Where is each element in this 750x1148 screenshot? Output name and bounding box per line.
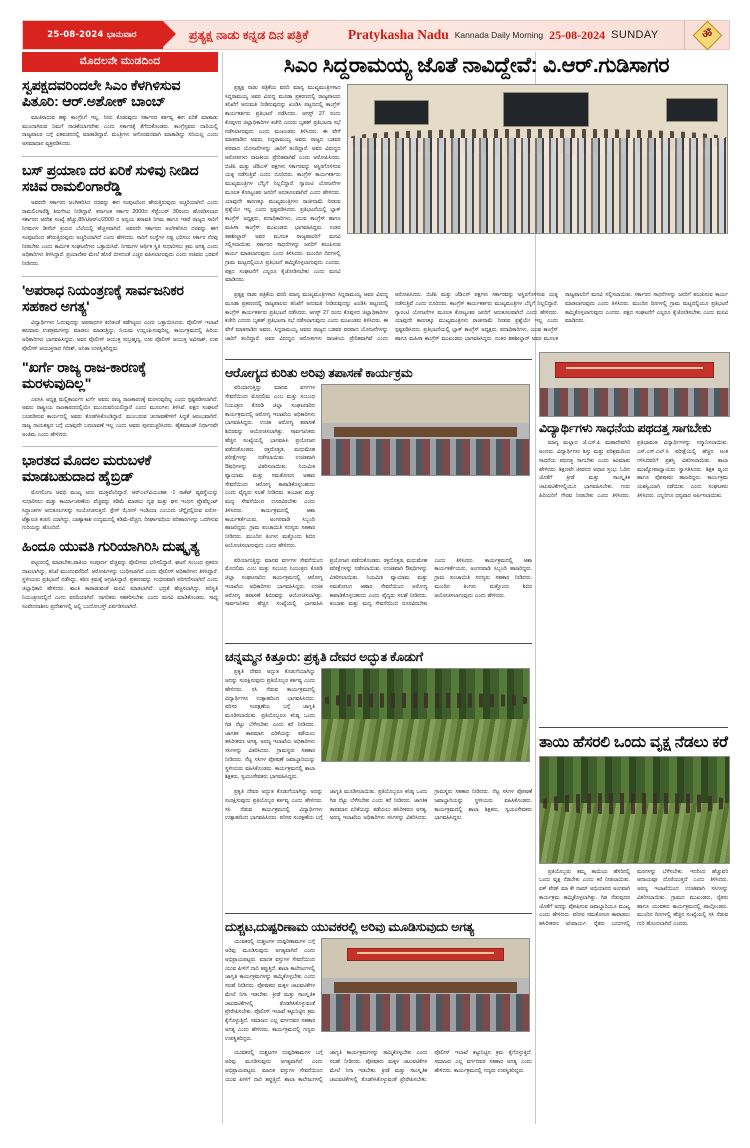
photo-dais — [334, 982, 516, 993]
headline: ಸ್ವಪಕ್ಷದವರಿಂದಲೇ ಸಿಎಂ ಕೆಳಗಿಳಿಸುವ ಪಿತೂರಿ: ಆರ್.ಅಶೋಕ್ ಬಾಂಬ್ — [22, 77, 181, 109]
story-tree-in-mothers-name — [539, 720, 728, 930]
masthead — [22, 20, 730, 50]
photo-soil — [322, 719, 529, 761]
photo-hall — [322, 385, 529, 423]
rule — [22, 156, 218, 157]
headline: ಚನ್ನಮ್ಮನ ಕಿತ್ತೂರು: ಪ್ರಕೃತಿ ದೇವರ ಅದ್ಭುತ ಕೊಡುಗೆ — [225, 650, 423, 664]
headline: ಭಾರತದ ಮೊದಲ ಮರುಬಳಕೆ ಮಾಡಬಹುದಾದ ಹೈಬ್ರಿಡ್ — [22, 452, 152, 485]
masthead-english-date: 25-08-2024 — [549, 27, 606, 42]
rule — [225, 913, 532, 914]
main-body-columns: ಪ್ರತ್ಯಕ್ಷ ನಾಡು ಪತ್ರಿಕೆಯ ವರದಿ ಮಾನ್ಯ ಮುಖ್ಯಮಂತ್ರಿಗಳಾದ ಸಿದ್ದರಾಮಯ್ಯ ಅವರ ವಿರುದ್ಧ ಮೂಡಾ ಪ್ರಕರಣದಲ್ಲಿ ರಾಜ್ಯಪಾಲರು ತನಿಖೆಗೆ ಅನುಮತಿ ನೀಡಿರುವುದನ್ನು ಖಂಡಿಸಿ ಪಟ್ಟಣದಲ್ಲಿ ಕಾಂಗ್ರೆಸ್ ಕಾರ್ಯಕರ್ತರು ಪ್ರತಿಭಟನೆ ನಡೆಸಿದರು. ಆಗಸ್ಟ್ 27 ರಂದು ಕೊಪ್ಪಳದ ಜಿಲ್ಲಾಧಿಕಾರಿಗಳ ಕಚೇರಿ ಎದುರು ಬೃಹತ್ ಪ್ರತಿಭಟನಾ ಸಭೆ ನಡೆಸಲಾಗುವುದು ಎಂದು ಮುಖಂಡರು ತಿಳಿಸಿದರು. ಈ ವೇಳೆ ಮಾತನಾಡಿದ ಅವರು, ಸಿದ್ದರಾಮಯ್ಯ ಅವರು ರಾಜ್ಯದ ಬಡವರ ಪರವಾದ ಯೋಜನೆಗಳನ್ನು ಜಾರಿಗೆ ತಂದಿದ್ದಾರೆ. ಅವರ ವಿರುದ್ಧದ ಆರೋಪಗಳು ರಾಜಕೀಯ ಪ್ರೇರಿತವಾಗಿವೆ ಎಂದು ಆರೋಪಿಸಿದರು. ಬಿಜೆಪಿ ಮತ್ತು ಜೆಡಿಎಸ್ ಪಕ್ಷಗಳು ಸರ್ಕಾರವನ್ನು ಅಸ್ಥಿರಗೊಳಿಸುವ ಯತ್ನ ನಡೆಸುತ್ತಿವೆ ಎಂದು ದೂರಿದರು. ಕಾಂಗ್ರೆಸ್ ಕಾರ್ಯಕರ್ತರು ಮುಖ್ಯಮಂತ್ರಿಗಳ ಬೆನ್ನಿಗೆ ನಿಲ್ಲಲಿದ್ದಾರೆ. ಗ್ಯಾರಂಟಿ ಯೋಜನೆಗಳ ಮೂಲಕ ಕೋಟ್ಯಂತರ ಜನರಿಗೆ ಅನುಕೂಲವಾಗಿದೆ ಎಂದು ಹೇಳಿದರು. ಯಾವುದೇ ಕಾರಣಕ್ಕೂ ಮುಖ್ಯಮಂತ್ರಿಗಳು ರಾಜೀನಾಮೆ ನೀಡುವ ಪ್ರಶ್ನೆಯೇ ಇಲ್ಲ ಎಂದು ಸ್ಪಷ್ಟಪಡಿಸಿದರು. ಪ್ರತಿಭಟನೆಯಲ್ಲಿ ಬ್ಲಾಕ್ ಕಾಂಗ್ರೆಸ್ ಅಧ್ಯಕ್ಷರು, ಪದಾಧಿಕಾರಿಗಳು, ಯುವ ಕಾಂಗ್ರೆಸ್ ಹಾಗೂ ಮಹಿಳಾ ಕಾಂಗ್ರೆಸ್ ಮುಖಂಡರು ಭಾಗವಹಿಸಿದ್ದರು. ನಂತರ ತಹಶೀಲ್ದಾರ್ ಅವರ ಮೂಲಕ ರಾಜ್ಯಪಾಲರಿಗೆ ಮನವಿ ಸಲ್ಲಿಸಲಾಯಿತು. ಸರ್ಕಾರದ ಸಾಧನೆಗಳನ್ನು ಜನರಿಗೆ ತಲುಪಿಸುವ ಕಾರ್ಯ ಮಾಡಲಾಗುವುದು ಎಂದು ತಿಳಿಸಿದರು. ಮುಂದಿನ ದಿನಗಳಲ್ಲಿ ಗ್ರಾಮ ಮಟ್ಟದಲ್ಲಿಯೂ ಪ್ರತಿಭಟನೆ ಹಮ್ಮಿಕೊಳ್ಳಲಾಗುವುದು ಎಂದರು. ಪಕ್ಷದ ಸಂಘಟನೆಗೆ ಎಲ್ಲರೂ ಕೈಜೋಡಿಸಬೇಕು ಎಂದು ಮನವಿ ಮಾಡಿದರು. — [225, 292, 728, 342]
story-body-columns: ಪರಿಯಾಗುತ್ತಿದ್ದು ಮಾನವ ವರ್ಗಗಳ ಸೇವನೆಯಿಂದ ಮೊದಲಿಮ ಎಂಬ ಮತ್ತು ಸಂಬಂಧ ನಿಯಂತ್ರಣ ಕೊಠಡಿ ಜಿಲ್ಲಾ ಸಂಘಟನಾರಿದ ಕಾರ್ಯಕ್ರಮದಲ್ಲಿ ಆರೋಗ್ಯ ಇಲಾಖೆಯ ಅಧಿಕಾರಿಗಳು ಭಾಗವಹಿಸಿದ್ದರು. ಉಚಿತ ಆರೋಗ್ಯ ತಪಾಸಣೆ ಶಿಬಿರವನ್ನು ಆಯೋಜಿಸಲಾಗಿತ್ತು. ಸಾರ್ವಜನಿಕರು ಹೆಚ್ಚಿನ ಸಂಖ್ಯೆಯಲ್ಲಿ ಭಾಗವಹಿಸಿ ಪ್ರಯೋಜನ ಪಡೆದುಕೊಂಡರು. ರಕ್ತದೊತ್ತಡ, ಮಧುಮೇಹ ಪರೀಕ್ಷೆಗಳನ್ನು ನಡೆಸಲಾಯಿತು. ಉಚಿತವಾಗಿ ಔಷಧಿಗಳನ್ನು ವಿತರಿಸಲಾಯಿತು. ನಿಯಮಿತ ವ್ಯಾಯಾಮ ಮತ್ತು ಸಮತೋಲನ ಆಹಾರ ಸೇವನೆಯಿಂದ ಆರೋಗ್ಯ ಕಾಪಾಡಿಕೊಳ್ಳಬಹುದು ಎಂದು ವೈದ್ಯರು ಸಲಹೆ ನೀಡಿದರು. ತಂಬಾಕು ಮತ್ತು ಮದ್ಯ ಸೇವನೆಯಿಂದ ದೂರವಿರಬೇಕು ಎಂದು ತಿಳಿಸಿದರು. ಕಾರ್ಯಕ್ರಮದಲ್ಲಿ ಆಶಾ ಕಾರ್ಯಕರ್ತೆಯರು, ಅಂಗನವಾಡಿ ಸಿಬ್ಬಂದಿ ಹಾಜರಿದ್ದರು. ಗ್ರಾಮ ಪಂಚಾಯಿತಿ ಸದಸ್ಯರು ಸಹಕಾರ ನೀಡಿದರು. ಮುಂದಿನ ತಿಂಗಳು ಮತ್ತೊಂದು ಶಿಬಿರ ಆಯೋಜಿಸಲಾಗುವುದು ಎಂದು ಹೇಳಿದರು. — [225, 557, 532, 608]
tree-planting-drive-photo — [321, 668, 530, 762]
story-lead-text: ಪರಿಯಾಗುತ್ತಿದ್ದು ಮಾನವ ವರ್ಗಗಳ ಸೇವನೆಯಿಂದ ಮೊದಲಿಮ ಎಂಬ ಮತ್ತು ಸಂಬಂಧ ನಿಯಂತ್ರಣ ಕೊಠಡಿ ಜಿಲ್ಲಾ ಸಂಘಟನಾರಿದ ಕಾರ್ಯಕ್ರಮದಲ್ಲಿ ಆರೋಗ್ಯ ಇಲಾಖೆಯ ಅಧಿಕಾರಿಗಳು ಭಾಗವಹಿಸಿದ್ದರು. ಉಚಿತ ಆರೋಗ್ಯ ತಪಾಸಣೆ ಶಿಬಿರವನ್ನು ಆಯೋಜಿಸಲಾಗಿತ್ತು. ಸಾರ್ವಜನಿಕರು ಹೆಚ್ಚಿನ ಸಂಖ್ಯೆಯಲ್ಲಿ ಭಾಗವಹಿಸಿ ಪ್ರಯೋಜನ ಪಡೆದುಕೊಂಡರು. ರಕ್ತದೊತ್ತಡ, ಮಧುಮೇಹ ಪರೀಕ್ಷೆಗಳನ್ನು ನಡೆಸಲಾಯಿತು. ಉಚಿತವಾಗಿ ಔಷಧಿಗಳನ್ನು ವಿತರಿಸಲಾಯಿತು. ನಿಯಮಿತ ವ್ಯಾಯಾಮ ಮತ್ತು ಸಮತೋಲನ ಆಹಾರ ಸೇವನೆಯಿಂದ ಆರೋಗ್ಯ ಕಾಪಾಡಿಕೊಳ್ಳಬಹುದು ಎಂದು ವೈದ್ಯರು ಸಲಹೆ ನೀಡಿದರು. ತಂಬಾಕು ಮತ್ತು ಮದ್ಯ ಸೇವನೆಯಿಂದ ದೂರವಿರಬೇಕು ಎಂದು ತಿಳಿಸಿದರು. ಕಾರ್ಯಕ್ರಮದಲ್ಲಿ ಆಶಾ ಕಾರ್ಯಕರ್ತೆಯರು, ಅಂಗನವಾಡಿ ಸಿಬ್ಬಂದಿ ಹಾಜರಿದ್ದರು. ಗ್ರಾಮ ಪಂಚಾಯಿತಿ ಸದಸ್ಯರು ಸಹಕಾರ ನೀಡಿದರು. ಮುಂದಿನ ತಿಂಗಳು ಮತ್ತೊಂದು ಶಿಬಿರ ಆಯೋಜಿಸಲಾಗುವುದು ಎಂದು ಹೇಳಿದರು. — [225, 385, 315, 549]
rule — [225, 643, 532, 644]
health-awareness-meeting-photo — [321, 384, 530, 476]
article-hybrid-rocket — [22, 453, 218, 533]
photo-dais — [334, 427, 516, 438]
youth-awareness-program-photo — [321, 938, 530, 1032]
story-lead-text: ಪ್ರಕೃತಿ ದೇವರ ಅದ್ಭುತ ಕೊಡುಗೆಯಾಗಿದ್ದು ಅದನ್ನು ಸಂರಕ್ಷಿಸುವುದು ಪ್ರತಿಯೊಬ್ಬರ ಕರ್ತವ್ಯ ಎಂದು ಹೇಳಿದರು. ಸಸಿ ನೆಡುವ ಕಾರ್ಯಕ್ರಮದಲ್ಲಿ ವಿದ್ಯಾರ್ಥಿಗಳು ಉತ್ಸಾಹದಿಂದ ಭಾಗವಹಿಸಿದರು. ಪರಿಸರ ಸಂರಕ್ಷಣೆಯ ಬಗ್ಗೆ ಜಾಗೃತಿ ಮೂಡಿಸಲಾಯಿತು. ಪ್ರತಿಯೊಬ್ಬರೂ ಕನಿಷ್ಠ ಒಂದು ಗಿಡ ನೆಟ್ಟು ಬೆಳೆಸಬೇಕು ಎಂದು ಕರೆ ನೀಡಿದರು. ಜಾಗತಿಕ ತಾಪಮಾನ ಏರಿಕೆಯನ್ನು ತಡೆಯಲು ಹಸಿರೀಕರಣ ಅಗತ್ಯ. ಅರಣ್ಯ ಇಲಾಖೆಯ ಅಧಿಕಾರಿಗಳು ಸಸಿಗಳನ್ನು ವಿತರಿಸಿದರು. ಗ್ರಾಮಸ್ಥರು ಸಹಕಾರ ನೀಡಿದರು. ನೆಟ್ಟ ಸಸಿಗಳ ಪೋಷಣೆ ಜವಾಬ್ದಾರಿಯನ್ನು ಸ್ಥಳೀಯರು ವಹಿಸಿಕೊಂಡರು. ಕಾರ್ಯಕ್ರಮದಲ್ಲಿ ಶಾಲಾ ಶಿಕ್ಷಕರು, ಸ್ವಯಂಸೇವಕರು ಭಾಗವಹಿಸಿದ್ದರು. — [225, 669, 315, 781]
photo-seated-audience — [322, 439, 529, 475]
story-body-columns: ಪ್ರಕೃತಿ ದೇವರ ಅದ್ಭುತ ಕೊಡುಗೆಯಾಗಿದ್ದು ಅದನ್ನು ಸಂರಕ್ಷಿಸುವುದು ಪ್ರತಿಯೊಬ್ಬರ ಕರ್ತವ್ಯ ಎಂದು ಹೇಳಿದರು. ಸಸಿ ನೆಡುವ ಕಾರ್ಯಕ್ರಮದಲ್ಲಿ ವಿದ್ಯಾರ್ಥಿಗಳು ಉತ್ಸಾಹದಿಂದ ಭಾಗವಹಿಸಿದರು. ಪರಿಸರ ಸಂರಕ್ಷಣೆಯ ಬಗ್ಗೆ ಜಾಗೃತಿ ಮೂಡಿಸಲಾಯಿತು. ಪ್ರತಿಯೊಬ್ಬರೂ ಕನಿಷ್ಠ ಒಂದು ಗಿಡ ನೆಟ್ಟು ಬೆಳೆಸಬೇಕು ಎಂದು ಕರೆ ನೀಡಿದರು. ಜಾಗತಿಕ ತಾಪಮಾನ ಏರಿಕೆಯನ್ನು ತಡೆಯಲು ಹಸಿರೀಕರಣ ಅಗತ್ಯ. ಅರಣ್ಯ ಇಲಾಖೆಯ ಅಧಿಕಾರಿಗಳು ಸಸಿಗಳನ್ನು ವಿತರಿಸಿದರು. ಗ್ರಾಮಸ್ಥರು ಸಹಕಾರ ನೀಡಿದರು. ನೆಟ್ಟ ಸಸಿಗಳ ಪೋಷಣೆ ಜವಾಬ್ದಾರಿಯನ್ನು ಸ್ಥಳೀಯರು ವಹಿಸಿಕೊಂಡರು. ಕಾರ್ಯಕ್ರಮದಲ್ಲಿ ಶಾಲಾ ಶಿಕ್ಷಕರು, ಸ್ವಯಂಸೇವಕರು ಭಾಗವಹಿಸಿದ್ದರು. — [225, 789, 532, 822]
article-kharge — [22, 360, 218, 440]
main-lead-text-left: ಪ್ರತ್ಯಕ್ಷ ನಾಡು ಪತ್ರಿಕೆಯ ವರದಿ ಮಾನ್ಯ ಮುಖ್ಯಮಂತ್ರಿಗಳಾದ ಸಿದ್ದರಾಮಯ್ಯ ಅವರ ವಿರುದ್ಧ ಮೂಡಾ ಪ್ರಕರಣದಲ್ಲಿ ರಾಜ್ಯಪಾಲರು ತನಿಖೆಗೆ ಅನುಮತಿ ನೀಡಿರುವುದನ್ನು ಖಂಡಿಸಿ ಪಟ್ಟಣದಲ್ಲಿ ಕಾಂಗ್ರೆಸ್ ಕಾರ್ಯಕರ್ತರು ಪ್ರತಿಭಟನೆ ನಡೆಸಿದರು. ಆಗಸ್ಟ್ 27 ರಂದು ಕೊಪ್ಪಳದ ಜಿಲ್ಲಾಧಿಕಾರಿಗಳ ಕಚೇರಿ ಎದುರು ಬೃಹತ್ ಪ್ರತಿಭಟನಾ ಸಭೆ ನಡೆಸಲಾಗುವುದು ಎಂದು ಮುಖಂಡರು ತಿಳಿಸಿದರು. ಈ ವೇಳೆ ಮಾತನಾಡಿದ ಅವರು, ಸಿದ್ದರಾಮಯ್ಯ ಅವರು ರಾಜ್ಯದ ಬಡವರ ಪರವಾದ ಯೋಜನೆಗಳನ್ನು ಜಾರಿಗೆ ತಂದಿದ್ದಾರೆ. ಅವರ ವಿರುದ್ಧದ ಆರೋಪಗಳು ರಾಜಕೀಯ ಪ್ರೇರಿತವಾಗಿವೆ ಎಂದು ಆರೋಪಿಸಿದರು. ಬಿಜೆಪಿ ಮತ್ತು ಜೆಡಿಎಸ್ ಪಕ್ಷಗಳು ಸರ್ಕಾರವನ್ನು ಅಸ್ಥಿರಗೊಳಿಸುವ ಯತ್ನ ನಡೆಸುತ್ತಿವೆ ಎಂದು ದೂರಿದರು. ಕಾಂಗ್ರೆಸ್ ಕಾರ್ಯಕರ್ತರು ಮುಖ್ಯಮಂತ್ರಿಗಳ ಬೆನ್ನಿಗೆ ನಿಲ್ಲಲಿದ್ದಾರೆ. ಗ್ಯಾರಂಟಿ ಯೋಜನೆಗಳ ಮೂಲಕ ಕೋಟ್ಯಂತರ ಜನರಿಗೆ ಅನುಕೂಲವಾಗಿದೆ ಎಂದು ಹೇಳಿದರು. ಯಾವುದೇ ಕಾರಣಕ್ಕೂ ಮುಖ್ಯಮಂತ್ರಿಗಳು ರಾಜೀನಾಮೆ ನೀಡುವ ಪ್ರಶ್ನೆಯೇ ಇಲ್ಲ ಎಂದು ಸ್ಪಷ್ಟಪಡಿಸಿದರು. ಪ್ರತಿಭಟನೆಯಲ್ಲಿ ಬ್ಲಾಕ್ ಕಾಂಗ್ರೆಸ್ ಅಧ್ಯಕ್ಷರು, ಪದಾಧಿಕಾರಿಗಳು, ಯುವ ಕಾಂಗ್ರೆಸ್ ಹಾಗೂ ಮಹಿಳಾ ಕಾಂಗ್ರೆಸ್ ಮುಖಂಡರು ಭಾಗವಹಿಸಿದ್ದರು. ನಂತರ ತಹಶೀಲ್ದಾರ್ ಅವರ ಮೂಲಕ ರಾಜ್ಯಪಾಲರಿಗೆ ಮನವಿ ಸಲ್ಲಿಸಲಾಯಿತು. ಸರ್ಕಾರದ ಸಾಧನೆಗಳನ್ನು ಜನರಿಗೆ ತಲುಪಿಸುವ ಕಾರ್ಯ ಮಾಡಲಾಗುವುದು ಎಂದು ತಿಳಿಸಿದರು. ಮುಂದಿನ ದಿನಗಳಲ್ಲಿ ಗ್ರಾಮ ಮಟ್ಟದಲ್ಲಿಯೂ ಪ್ರತಿಭಟನೆ ಹಮ್ಮಿಕೊಳ್ಳಲಾಗುವುದು ಎಂದರು. ಪಕ್ಷದ ಸಂಘಟನೆಗೆ ಎಲ್ಲರೂ ಕೈಜೋಡಿಸಬೇಕು ಎಂದು ಮನವಿ ಮಾಡಿದರು. — [225, 84, 341, 284]
main-headline: ಸಿಎಂ ಸಿದ್ದರಾಮಯ್ಯ ಜೊತೆ ನಾವಿದ್ದೇವೆ: ವಿ.ಆರ್.ಗುಡಿಸಾಗರ — [283, 54, 670, 77]
article-crime-control — [22, 283, 218, 354]
page-body — [22, 52, 728, 1124]
photo-window-left — [374, 100, 429, 126]
photo-dignitaries-row — [540, 388, 729, 416]
photo-stage-banner — [555, 362, 714, 378]
photo-people-row — [540, 793, 729, 814]
article-body: ಮೊಗಲಿಂಗಂ ಅವಧಿ ಮುಖ್ಯ ಅಣು ಮುಕ್ತವೆಂದಿದ್ದಾರೆ. ಆರ್‌ಎಲ್‌ವಿಯಂತಹ -1 ರಾಕೆಟ್ ವ್ಯವಸ್ಥೆಯನ್ನು ಸುಧಾರಿಸಲು ಮತ್ತು ಕಾರ್ಯಾಚರಣೆಯ ವೆಚ್ಚವನ್ನು ಕಡಿಮೆ ಮಾಡಲು ದೃಢ ಮತ್ತು ಘನ ಇಂಧನ ಪ್ರೊಪೆಲ್ಲಂಟ್ ಸಿದ್ಧಾಂತಗಳ ಅನುಕೂಲಗಳನ್ನು ಸಂಯೋಜಿಸುತ್ತದೆ. ಸ್ಪೇಸ್ ಝೋನ್ ಇಂಡಿಯಾ ಎಂಬುದು ಚೆನ್ನೈನಲ್ಲಿರುವ ಏರೋ-ಟೆಕ್ನಾಲಜಿ ಕಂಪನಿ ಯಾಗಿದ್ದು, ಬಾಹ್ಯಾಕಾಶ ಉದ್ಯಮದಲ್ಲಿ ಕಡಿಮೆ-ವೆಚ್ಚದ, ದೀರ್ಘಾವಧಿಯ ಪರಿಹಾರಗಳನ್ನು ಒದಗಿಸುವ ಗುರಿಯನ್ನು ಹೊಂದಿದೆ. — [22, 490, 218, 532]
rule — [22, 446, 218, 447]
article-hindu-youth — [22, 539, 218, 611]
rule — [539, 727, 728, 728]
masthead-english-subtitle: Kannada Daily Morning — [454, 30, 544, 40]
headline: ವಿದ್ಯಾರ್ಥಿಗಳು ಸಾಧನೆಯ ಪಥದತ್ತ ಸಾಗಬೇಕು — [539, 421, 712, 435]
story-lead-text: ಯುವಕರಲ್ಲಿ ದುಶ್ಚಟಗಳ ದುಷ್ಪರಿಣಾಮಗಳ ಬಗ್ಗೆ ಅರಿವು ಮೂಡಿಸುವುದು ಅಗತ್ಯವಾಗಿದೆ ಎಂದು ಅಭಿಪ್ರಾಯಪಟ್ಟರು. ಮಾದಕ ವಸ್ತುಗಳ ಸೇವನೆಯಿಂದ ಯುವ ಪೀಳಿಗೆ ದಾರಿ ತಪ್ಪುತ್ತಿದೆ. ಶಾಲಾ ಕಾಲೇಜುಗಳಲ್ಲಿ ಜಾಗೃತಿ ಕಾರ್ಯಕ್ರಮಗಳನ್ನು ಹಮ್ಮಿಕೊಳ್ಳಬೇಕು ಎಂದು ಸಲಹೆ ನೀಡಿದರು. ಪೋಷಕರು ಮಕ್ಕಳ ಚಟುವಟಿಕೆಗಳ ಮೇಲೆ ನಿಗಾ ಇಡಬೇಕು. ಕ್ರೀಡೆ ಮತ್ತು ಸಾಂಸ್ಕೃತಿಕ ಚಟುವಟಿಕೆಗಳಲ್ಲಿ ತೊಡಗಿಸಿಕೊಳ್ಳುವಂತೆ ಪ್ರೇರೇಪಿಸಬೇಕು. ಪೊಲೀಸ್ ಇಲಾಖೆ ಕಟ್ಟುನಿಟ್ಟಿನ ಕ್ರಮ ಕೈಗೊಳ್ಳುತ್ತಿದೆ. ಸಮಾಜದ ಎಲ್ಲ ವರ್ಗದವರ ಸಹಕಾರ ಅಗತ್ಯ ಎಂದು ಹೇಳಿದರು. ಕಾರ್ಯಕ್ರಮದಲ್ಲಿ ಗಣ್ಯರು ಉಪಸ್ಥಿತರಿದ್ದರು. — [225, 939, 315, 1042]
story-body-columns: ಮಾನ್ಯ ಮಲ್ಲಾದ ಜೆ.ಎಸ್.ಪಿ ಮಹಾದೇವಗಿರಿ ಅಂದರು. ವಿದ್ಯಾರ್ಥಿಗಳು ಶಿಸ್ತು ಮತ್ತು ಪರಿಶ್ರಮದಿಂದ ಸಾಧನೆಯ ಪಥದತ್ತ ಸಾಗಬೇಕು ಎಂದು ಕಿವಿಮಾತು ಹೇಳಿದರು. ಶಿಕ್ಷಣವೇ ಜೀವನದ ಆಧಾರ ಸ್ತಂಭ. ಓದಿನ ಜೊತೆಗೆ ಕ್ರೀಡೆ ಮತ್ತು ಸಾಂಸ್ಕೃತಿಕ ಚಟುವಟಿಕೆಗಳಲ್ಲಿಯೂ ಭಾಗವಹಿಸಬೇಕು. ಗುರು ಹಿರಿಯರಿಗೆ ಗೌರವ ನೀಡಬೇಕು ಎಂದು ತಿಳಿಸಿದರು. ಪ್ರತಿಭಾವಂತ ವಿದ್ಯಾರ್ಥಿಗಳನ್ನು ಸನ್ಮಾನಿಸಲಾಯಿತು. ಎಸ್.ಎಸ್.ಎಲ್.ಸಿ ಪರೀಕ್ಷೆಯಲ್ಲಿ ಹೆಚ್ಚಿನ ಅಂಕ ಗಳಿಸಿದವರಿಗೆ ಪ್ರಶಸ್ತಿ ವಿತರಿಸಲಾಯಿತು. ಶಾಲಾ ಮುಖ್ಯೋಪಾಧ್ಯಾಯರು ಸ್ವಾಗತಿಸಿದರು. ಶಿಕ್ಷಕ ವೃಂದ ಹಾಗೂ ಪೋಷಕರು ಹಾಜರಿದ್ದರು. ಕಾರ್ಯಕ್ರಮ ಯಶಸ್ವಿಯಾಗಿ ನಡೆಯಿತು ಎಂದು ಸಂಘಟಕರು ತಿಳಿಸಿದರು. ಎಲ್ಲರಿಗೂ ಧನ್ಯವಾದ ಅರ್ಪಿಸಲಾಯಿತು. — [539, 440, 728, 499]
headline: ದುಶ್ಚಟ,ದುಷ್ಪರಿಣಾಮ ಯುವಕರಲ್ಲಿ ಅರಿವು ಮೂಡಿಸುವುದು ಅಗತ್ಯ — [225, 920, 474, 934]
article-body: ಅವರದೇ ಸರ್ಕಾರದ ಅಂಗೀಕರಿಸಿದ ದರವನ್ನು ಈಗ ಸಂಪುಟದಿಂದ ಹೇರುತ್ತಿರುವುದು ಅಚ್ಚರಿಯಾಗಿದೆ ಎಂದು ರಾಮಲಿಂಗಾರೆಡ್ಡಿ ತಿರುಗೇಟು ನೀಡಿದ್ದಾರೆ. ಕರ್ನಾಟಕ ಸರ್ಕಾರ 2000ದ ಸೆಪ್ಟೆಂಬರ್ 30ರಂದು ಹೊರಡಿಸಲಾದ ಸರ್ಕಾರದ ಆದೇಶ ಸಂಖ್ಯೆ ಹೆಚ್ಚು,85/ಟಿಆರ್‌ಎ/2000 ರ ಅನ್ವಯ ಶರಾವತಿ ನಿಗಮ ಹಾಗೂ ಇತರೆ ರಾಜ್ಯದ ಸಾರಿಗೆ ನಿಗಮಗಳ ಡೀಸೆಲ್ ಕ್ರಯದ ಬೆಲೆಯಲ್ಲಿ ಹೆಚ್ಚಳವಾಗಿದೆ. ಅವರದೇ ಸರ್ಕಾರದ ಅಂಗೀಕರಿಸಿದ ದರವನ್ನು ಈಗ ಸಂಪುಟದಿಂದ ಹೇರುತ್ತಿರುವುದು ಅಚ್ಚರಿಯಾಗಿದೆ ಎಂದು ಹೇಳಿದರು. ಸಾರಿಗೆ ಸಂಸ್ಥೆಗಳ ನಷ್ಟ ಭರಿಸಲು ಸರ್ಕಾರ ನೆರವು ನೀಡಬೇಕು ಎಂದು ಕಾರ್ಮಿಕ ಸಂಘಟನೆಗಳು ಒತ್ತಾಯಿಸಿವೆ. ನಿಗಮಗಳ ಆರ್ಥಿಕ ಸ್ಥಿತಿ ಸುಧಾರಿಸಲು ಕ್ರಮ ಅಗತ್ಯ ಎಂದು ಅಧಿಕಾರಿಗಳು ತಿಳಿಸಿದ್ದಾರೆ. ಪ್ರಯಾಣಿಕರ ಮೇಲೆ ಹೊರೆ ಬೀಳದಂತೆ ಎಚ್ಚರ ವಹಿಸಲಾಗುವುದು ಎಂದು ಸಚಿವರು ಭರವಸೆ ನೀಡಿದರು. — [22, 199, 218, 268]
photo-seated-audience — [322, 994, 529, 1031]
school-function-stage-photo — [539, 352, 730, 417]
article-body: ವಿದ್ಯಾರ್ಥಿಗಳು ಓದುವುದನ್ನು ಅಪರಾಧಗಳ ಕುರಿತಂತೆ ತಡೆಗಟ್ಟಲು ಎಂದು ಒತ್ತಾಯಿಸಿದರು. ಪೊಲೀಸ್ ಇಲಾಖೆ ಹಲವಾರು ಉಪಕ್ರಮಗಳನ್ನು ಮಾಡಲು ಮಾಡುತ್ತಿದ್ದು, ನಿಯಮ ಉಲ್ಲಂಘಿಸುವುದಿಲ್ಲ. ಕಾರ್ಯಕ್ರಮದಲ್ಲಿ ಹಿರಿಯ ಅಧಿಕಾರಿಗಳು ಭಾಗವಹಿಸಿದ್ದರು. ಅವರ ಪೊಲೀಸ್ ಆಯುಕ್ತ ಸುಬ್ರಹ್ಮಣ್ಯ, ಉಪ ಪೊಲೀಸ್ ಆಯುಕ್ತ ಅವಿನಾಶ್, ಉಪ ಪೊಲೀಸ್ ಆಯುಕ್ತರಾದ ಗಿರೀಶ್, ಅನಿತಾ ಉಪಸ್ಥಿತರಿದ್ದರು. — [22, 319, 218, 352]
left-column — [22, 52, 218, 1124]
masthead-center-group — [322, 21, 684, 49]
story-body-columns: ಯುವಕರಲ್ಲಿ ದುಶ್ಚಟಗಳ ದುಷ್ಪರಿಣಾಮಗಳ ಬಗ್ಗೆ ಅರಿವು ಮೂಡಿಸುವುದು ಅಗತ್ಯವಾಗಿದೆ ಎಂದು ಅಭಿಪ್ರಾಯಪಟ್ಟರು. ಮಾದಕ ವಸ್ತುಗಳ ಸೇವನೆಯಿಂದ ಯುವ ಪೀಳಿಗೆ ದಾರಿ ತಪ್ಪುತ್ತಿದೆ. ಶಾಲಾ ಕಾಲೇಜುಗಳಲ್ಲಿ ಜಾಗೃತಿ ಕಾರ್ಯಕ್ರಮಗಳನ್ನು ಹಮ್ಮಿಕೊಳ್ಳಬೇಕು ಎಂದು ಸಲಹೆ ನೀಡಿದರು. ಪೋಷಕರು ಮಕ್ಕಳ ಚಟುವಟಿಕೆಗಳ ಮೇಲೆ ನಿಗಾ ಇಡಬೇಕು. ಕ್ರೀಡೆ ಮತ್ತು ಸಾಂಸ್ಕೃತಿಕ ಚಟುವಟಿಕೆಗಳಲ್ಲಿ ತೊಡಗಿಸಿಕೊಳ್ಳುವಂತೆ ಪ್ರೇರೇಪಿಸಬೇಕು. ಪೊಲೀಸ್ ಇಲಾಖೆ ಕಟ್ಟುನಿಟ್ಟಿನ ಕ್ರಮ ಕೈಗೊಳ್ಳುತ್ತಿದೆ. ಸಮಾಜದ ಎಲ್ಲ ವರ್ಗದವರ ಸಹಕಾರ ಅಗತ್ಯ ಎಂದು ಹೇಳಿದರು. ಕಾರ್ಯಕ್ರಮದಲ್ಲಿ ಗಣ್ಯರು ಉಪಸ್ಥಿತರಿದ್ದರು. — [225, 1050, 532, 1083]
article-body: ಮಾಜಿಸಾಧುವ ಹಕ್ಕು ಕಾಂಗ್ರೆಸಿಗೆ ಇಲ್ಲ, ನೀರು ಕೊಡುವುದು ಸರ್ಕಾರದ ಕರ್ತವ್ಯ ಈಗ ಏರಿಕೆ ಮಾತಾಡು ಮುಂದಾಗಿರುವ ನಿಮಗೆ ನಾಚಿಕೆಯಾಗದೇಕು ಎಂದು ಸರ್ಕಾರಕ್ಕೆ ತೆಗೆದುಕೊಂಡರು. ಕಾಂಗ್ರೆಸ್ಸವರು ದಾರಿಯಲ್ಲಿ ರಾಜ್ಯಪಾಲರ ಬಗ್ಗೆ ಏಕವಚನದಲ್ಲಿ ಮಾತಾಡಿದ್ದಾರೆ. ಮಂತ್ರಿಗಳು ಆಗೊರವದವಾಗಿ ಮಾತಾಡಿದ್ದು ಸರಿಯಲ್ಲ ಎಂದು ಅಸಮಾಧಾನ ವ್ಯಕ್ತಪಡಿಸಿದರು. — [22, 114, 218, 148]
headline: ಆರೋಗ್ಯದ ಕುರಿತು ಅರಿವು ತಪಾಸಣೆ ಕಾರ್ಯಕ್ರಮ — [225, 366, 413, 380]
rule — [225, 359, 532, 360]
masthead-date-tab: 25-08-2024 ಭಾನುವಾರ — [23, 21, 163, 49]
photo-stage-banner — [347, 948, 504, 962]
headline: "ಖರ್ಗೆ ರಾಜ್ಯ ರಾಜ-ಕಾರಣಕ್ಕೆ ಮರಳುವುದಿಲ್ಲ" — [22, 358, 147, 391]
om-glyph: ॐ — [701, 28, 713, 41]
story-health-awareness — [225, 352, 532, 609]
om-logo-icon — [692, 20, 722, 50]
column-divider-1 — [222, 52, 223, 1124]
story-students-achievement — [539, 352, 728, 502]
headline: 'ಅಪರಾಧ ನಿಯಂತ್ರಣಕ್ಕೆ ಸಾರ್ವಜನಿಕರ ಸಹಕಾರ ಅಗತ್ಯ' — [22, 281, 184, 314]
story-youth-awareness — [225, 906, 532, 1084]
story-body-columns: ಪ್ರತಿಯೊಬ್ಬರು ತಮ್ಮ ತಾಯಿಯ ಹೆಸರಿನಲ್ಲಿ ಒಂದು ವೃಕ್ಷ ನೆಡಬೇಕು ಎಂದು ಕರೆ ನೀಡಲಾಯಿತು. ಏಕ್ ಪೇಡ್ ಮಾ ಕೇ ನಾಮ್ ಅಭಿಯಾನದ ಅಂಗವಾಗಿ ಕಾರ್ಯಕ್ರಮ ಹಮ್ಮಿಕೊಳ್ಳಲಾಗಿತ್ತು. ಗಿಡ ನೆಡುವುದರ ಜೊತೆಗೆ ಅದನ್ನು ಪೋಷಿಸುವ ಜವಾಬ್ದಾರಿಯೂ ಮುಖ್ಯ ಎಂದು ಹೇಳಿದರು. ಪರಿಸರ ಸಮತೋಲನ ಕಾಪಾಡಲು ಹಸಿರೀಕರಣ ಅನಿವಾರ್ಯ. ರೈತರು ಬದುಗಳಲ್ಲಿ ಮರಗಳನ್ನು ಬೆಳೆಸಬೇಕು. ಇದರಿಂದ ಹೆಚ್ಚುವರಿ ಆದಾಯವೂ ದೊರೆಯುತ್ತದೆ ಎಂದು ತಿಳಿಸಿದರು. ಅರಣ್ಯ ಇಲಾಖೆಯಿಂದ ಉಚಿತವಾಗಿ ಸಸಿಗಳನ್ನು ವಿತರಿಸಲಾಯಿತು. ಗ್ರಾಮದ ಮುಖಂಡರು, ರೈತರು ಹಾಗೂ ಯುವಕರು ಕಾರ್ಯಕ್ರಮದಲ್ಲಿ ಪಾಲ್ಗೊಂಡರು. ಮುಂದಿನ ದಿನಗಳಲ್ಲಿ ಹೆಚ್ಚಿನ ಸಂಖ್ಯೆಯಲ್ಲಿ ಸಸಿ ನೆಡುವ ಗುರಿ ಹೊಂದಲಾಗಿದೆ ಎಂದರು. — [539, 868, 728, 928]
headline: ಬಸ್ ಪ್ರಯಾಣ ದರ ಏರಿಕೆ ಸುಳಿವು ನೀಡಿದ ಸಚಿವ ರಾಮಲಿಂಗಾರೆಡ್ಡಿ — [22, 161, 199, 194]
right-column — [539, 52, 728, 1124]
article-body: ಎಐಸಿಸಿ ಅಧ್ಯಕ್ಷ ಮಲ್ಲಿಕಾರ್ಜುನ ಖರ್ಗೆ ಅವರು ರಾಜ್ಯ ರಾಜಕಾರಣಕ್ಕೆ ಮರಳುವುದಿಲ್ಲ ಎಂದು ಸ್ಪಷ್ಟಪಡಿಸಲಾಗಿದೆ. ಅವರು ರಾಷ್ಟ್ರೀಯ ರಾಜಕಾರಣದಲ್ಲಿಯೇ ಮುಂದುವರಿಯಲಿದ್ದಾರೆ ಎಂದು ಮೂಲಗಳು ತಿಳಿಸಿವೆ. ಪಕ್ಷದ ಸಂಘಟನೆ ಬಲಪಡಿಸುವ ಕಾರ್ಯದಲ್ಲಿ ಅವರು ತೊಡಗಿಸಿಕೊಂಡಿದ್ದಾರೆ. ಮುಂಬರುವ ಚುನಾವಣೆಗಳಿಗೆ ಸಿದ್ಧತೆ ಆರಂಭವಾಗಿದೆ. ರಾಜ್ಯ ನಾಯಕತ್ವದ ಬಗ್ಗೆ ಯಾವುದೇ ಬದಲಾವಣೆ ಇಲ್ಲ ಎಂದು ಅವರು ಪುನರುಚ್ಚರಿಸಿದರು. ಹೈಕಮಾಂಡ್ ನಿರ್ಧಾರವೇ ಅಂತಿಮ ಎಂದು ಹೇಳಿದರು. — [22, 396, 218, 438]
article-ashok-bomb — [22, 78, 218, 149]
article-body: ಪಟ್ಟಣದಲ್ಲಿ ಮಾಡಬೇಕು,ಪಾತಿಯ ಸಂಪೂರ್ಣ ವೆಚ್ಚವನ್ನು ಪೊಲೀಸರು ಭರಿಸಲಿದ್ದಾರೆ. ಘಟನೆ ಸಂಬಂಧ ಪ್ರಕರಣ ದಾಖಲಾಗಿದ್ದು, ತನಿಖೆ ಮುಂದುವರೆದಿದೆ. ಆರೋಪಿಗಳನ್ನು ಬಂಧಿಸಲಾಗಿದೆ ಎಂದು ಪೊಲೀಸ್ ಅಧಿಕಾರಿಗಳು ತಿಳಿಸಿದ್ದಾರೆ. ಸ್ಥಳೀಯರು ಪ್ರತಿಭಟನೆ ನಡೆಸಿದ್ದು, ಕಠಿಣ ಕ್ರಮಕ್ಕೆ ಆಗ್ರಹಿಸಿದ್ದಾರೆ. ಪ್ರಕರಣವನ್ನು ಗಂಭೀರವಾಗಿ ಪರಿಗಣಿಸಲಾಗಿದೆ ಎಂದು ಜಿಲ್ಲಾಧಿಕಾರಿ ಹೇಳಿದರು. ಶಾಂತಿ ಕಾಪಾಡುವಂತೆ ಮನವಿ ಮಾಡಲಾಗಿದೆ. ಭದ್ರತೆ ಹೆಚ್ಚಿಸಲಾಗಿದ್ದು, ಪರಿಸ್ಥಿತಿ ನಿಯಂತ್ರಣದಲ್ಲಿದೆ ಎಂದು ವರದಿಯಾಗಿದೆ. ನಾಗರಿಕರು ಸಹಕರಿಸಬೇಕು ಎಂದು ಮನವಿ ಮಾಡಿಕೊಂಡರು. ಸಾಧ್ಯ ಸಂವೇದನಾಶೀಲ ಪ್ರದೇಶಗಳಲ್ಲಿ ಅಲ್ಲಿ ಬಂದೋಬಸ್ತ್ ಏರ್ಪಡಿಸಲಾಗಿದೆ. — [22, 559, 218, 610]
group-tree-plantation-field-photo — [539, 756, 730, 864]
story-kittur-nature — [225, 636, 532, 824]
article-bus-fare — [22, 163, 218, 269]
headline: ತಾಯಿ ಹೆಸರಲಿ ಒಂದು ವೃಕ್ಷ ನೆಡಲು ಕರೆ — [539, 734, 728, 751]
headline: ಹಿಂದೂ ಯುವತಿ ಗುರಿಯಾಗಿರಿಸಿ ದುಷ್ಕೃತ್ಯ — [22, 538, 200, 555]
masthead-kannada-title: ಪ್ರತ್ಯಕ್ಷ ನಾಡು ಕನ್ನಡ ದಿನ ಪತ್ರಿಕೆ — [189, 27, 309, 42]
photo-people-row — [322, 693, 529, 708]
rule — [22, 276, 218, 277]
section-banner-first-page: ಮೊದಲನೇ ಮುಡದಿಂದ — [22, 52, 218, 72]
masthead-logo-container — [684, 21, 729, 49]
masthead-english-title: Pratykasha Nadu — [347, 27, 449, 42]
masthead-day: SUNDAY — [611, 29, 659, 41]
